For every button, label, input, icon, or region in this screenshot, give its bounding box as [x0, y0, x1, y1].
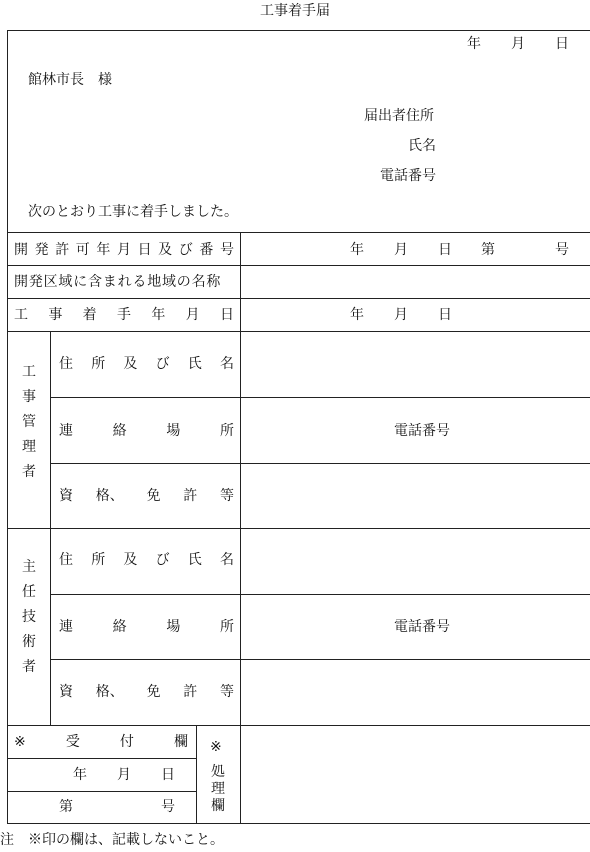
reception-label: ※ 受 付 欄	[14, 734, 188, 750]
applicant-address-label: 届出者住所	[364, 108, 434, 124]
intro-text: 次のとおり工事に着手しました。	[28, 204, 238, 220]
reception-year: 年	[73, 767, 87, 783]
area-name-label: 開発区域に含まれる地域の名称	[14, 274, 222, 290]
permit-dai: 第	[481, 242, 495, 258]
manager-address-label: 住 所 及 び 氏 名	[59, 356, 234, 372]
engineer-qualification-label: 資 格、 免 許 等	[59, 684, 234, 700]
manager-heading: 工 事 管 理 者	[22, 364, 36, 480]
applicant-name-label: 氏名	[408, 138, 436, 154]
reception-month: 月	[117, 767, 131, 783]
engineer-contact-label: 連 絡 場 所	[59, 619, 234, 635]
start-month: 月	[394, 307, 408, 323]
permit-date-label: 開 発 許 可 年 月 日 及 び 番 号	[14, 242, 234, 258]
manager-contact-label: 連 絡 場 所	[59, 423, 234, 439]
engineer-phone-label: 電話番号	[394, 619, 450, 635]
header-date-month: 月	[511, 36, 525, 52]
applicant-phone-label: 電話番号	[380, 168, 436, 184]
permit-day: 日	[438, 242, 452, 258]
reception-dai: 第	[59, 799, 73, 815]
processing-mark: ※	[210, 739, 222, 755]
start-date-label: 工 事 着 手 年 月 日	[14, 307, 234, 323]
header-date-year: 年	[467, 36, 481, 52]
processing-label: 処 理 欄	[211, 764, 225, 814]
reception-go: 号	[161, 799, 175, 815]
permit-go: 号	[555, 242, 569, 258]
header-section	[7, 30, 590, 233]
manager-qualification-label: 資 格、 免 許 等	[59, 488, 234, 504]
permit-year: 年	[350, 242, 364, 258]
processing-field[interactable]	[240, 725, 590, 824]
engineer-address-label: 住 所 及 び 氏 名	[59, 552, 234, 568]
start-day: 日	[438, 307, 452, 323]
start-year: 年	[350, 307, 364, 323]
form-title: 工事着手届	[260, 3, 330, 19]
engineer-heading: 主 任 技 術 者	[22, 559, 36, 675]
addressee: 館林市長 様	[28, 72, 112, 88]
footnote: 注 ※印の欄は、記載しないこと。	[0, 832, 224, 848]
reception-day: 日	[161, 767, 175, 783]
header-date-day: 日	[555, 36, 569, 52]
permit-month: 月	[394, 242, 408, 258]
manager-phone-label: 電話番号	[394, 423, 450, 439]
